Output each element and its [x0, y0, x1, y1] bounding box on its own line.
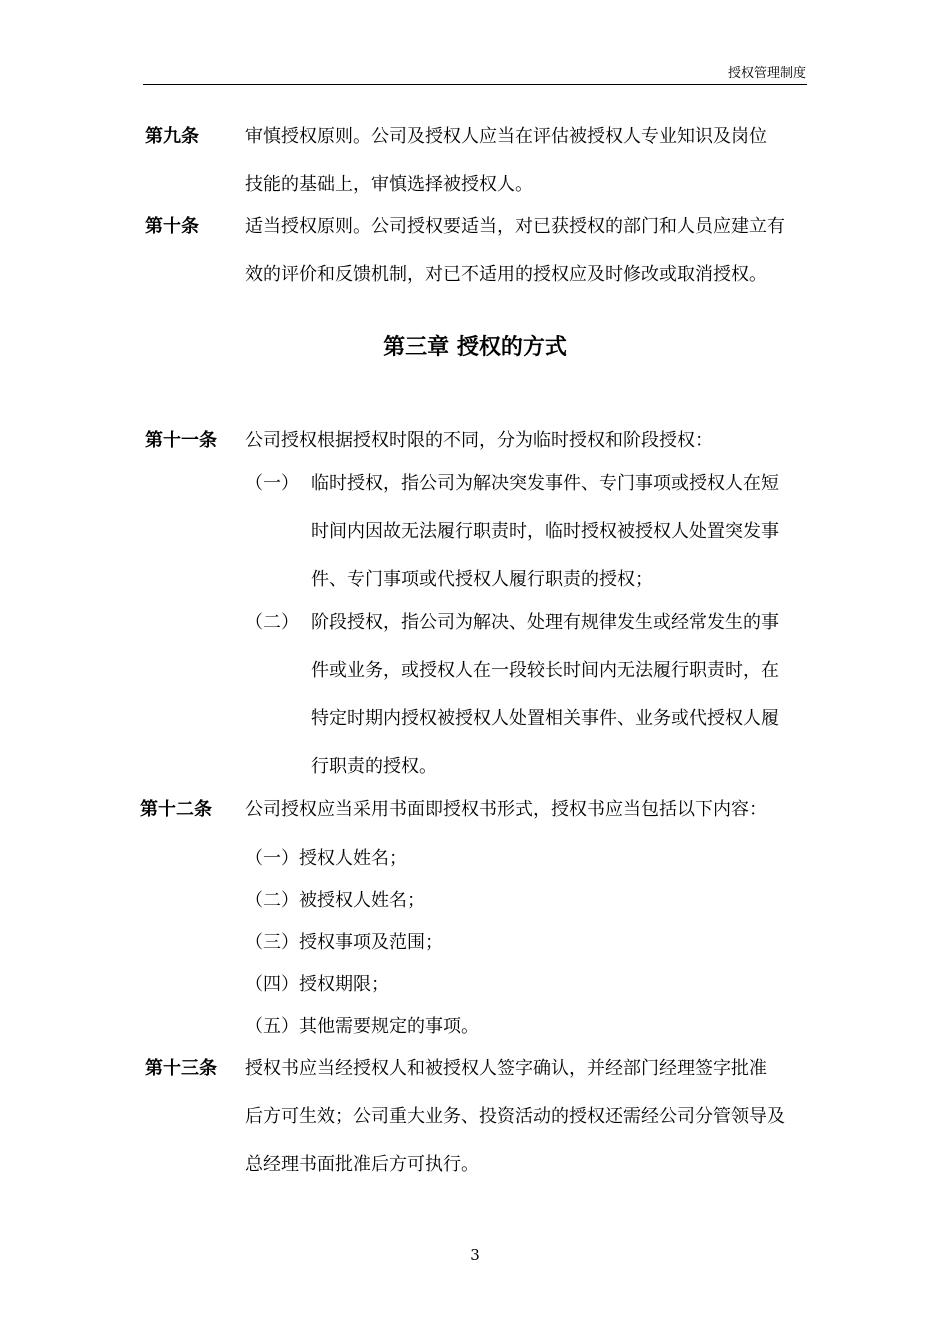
- chapter-heading: 第三章 授权的方式: [383, 334, 567, 360]
- article-9-line-2: 技能的基础上，审慎选择被授权人。: [245, 174, 533, 195]
- article-13-line-3: 总经理书面批准后方可执行。: [245, 1154, 479, 1175]
- article-11-item-2-marker: （二）: [245, 612, 299, 633]
- article-11-item-1-line-1: 临时授权，指公司为解决突发事件、专门事项或授权人在短: [311, 473, 779, 494]
- article-10-line-1: 适当授权原则。公司授权要适当，对已获授权的部门和人员应建立有: [245, 216, 785, 237]
- article-11-label: 第十一条: [145, 430, 217, 451]
- article-13-label: 第十三条: [145, 1058, 217, 1079]
- article-11-item-2-line-4: 行职责的授权。: [311, 756, 437, 777]
- page-number: 3: [470, 1246, 480, 1264]
- article-9-label: 第九条: [145, 126, 199, 147]
- article-11-intro: 公司授权根据授权时限的不同，分为临时授权和阶段授权：: [245, 430, 713, 451]
- article-10-label: 第十条: [145, 216, 199, 237]
- article-11-item-2-line-1: 阶段授权，指公司为解决、处理有规律发生或经常发生的事: [311, 612, 779, 633]
- article-10-line-2: 效的评价和反馈机制，对已不适用的授权应及时修改或取消授权。: [245, 264, 767, 285]
- article-11-item-2-line-3: 特定时期内授权被授权人处置相关事件、业务或代授权人履: [311, 708, 779, 729]
- header-divider: [143, 84, 807, 85]
- article-13-line-1: 授权书应当经授权人和被授权人签字确认，并经部门经理签字批准: [245, 1058, 767, 1079]
- article-11-item-1-marker: （一）: [245, 473, 299, 494]
- article-11-item-1-line-3: 件、专门事项或代授权人履行职责的授权；: [311, 569, 653, 590]
- article-12-item-5: （五）其他需要规定的事项。: [245, 1016, 479, 1037]
- article-11-item-2-line-2: 件或业务，或授权人在一段较长时间内无法履行职责时，在: [311, 660, 779, 681]
- article-9-line-1: 审慎授权原则。公司及授权人应当在评估被授权人专业知识及岗位: [245, 126, 767, 147]
- article-11-item-1-line-2: 时间内因故无法履行职责时，临时授权被授权人处置突发事: [311, 521, 779, 542]
- article-12-item-3: （三）授权事项及范围；: [245, 932, 443, 953]
- header-title: 授权管理制度: [727, 66, 806, 81]
- article-12-item-1: （一）授权人姓名；: [245, 848, 407, 869]
- article-12-intro: 公司授权应当采用书面即授权书形式，授权书应当包括以下内容：: [245, 799, 767, 820]
- article-12-item-2: （二）被授权人姓名；: [245, 890, 425, 911]
- article-12-item-4: （四）授权期限；: [245, 974, 389, 995]
- article-12-label: 第十二条: [140, 799, 212, 820]
- article-13-line-2: 后方可生效；公司重大业务、投资活动的授权还需经公司分管领导及: [245, 1106, 785, 1127]
